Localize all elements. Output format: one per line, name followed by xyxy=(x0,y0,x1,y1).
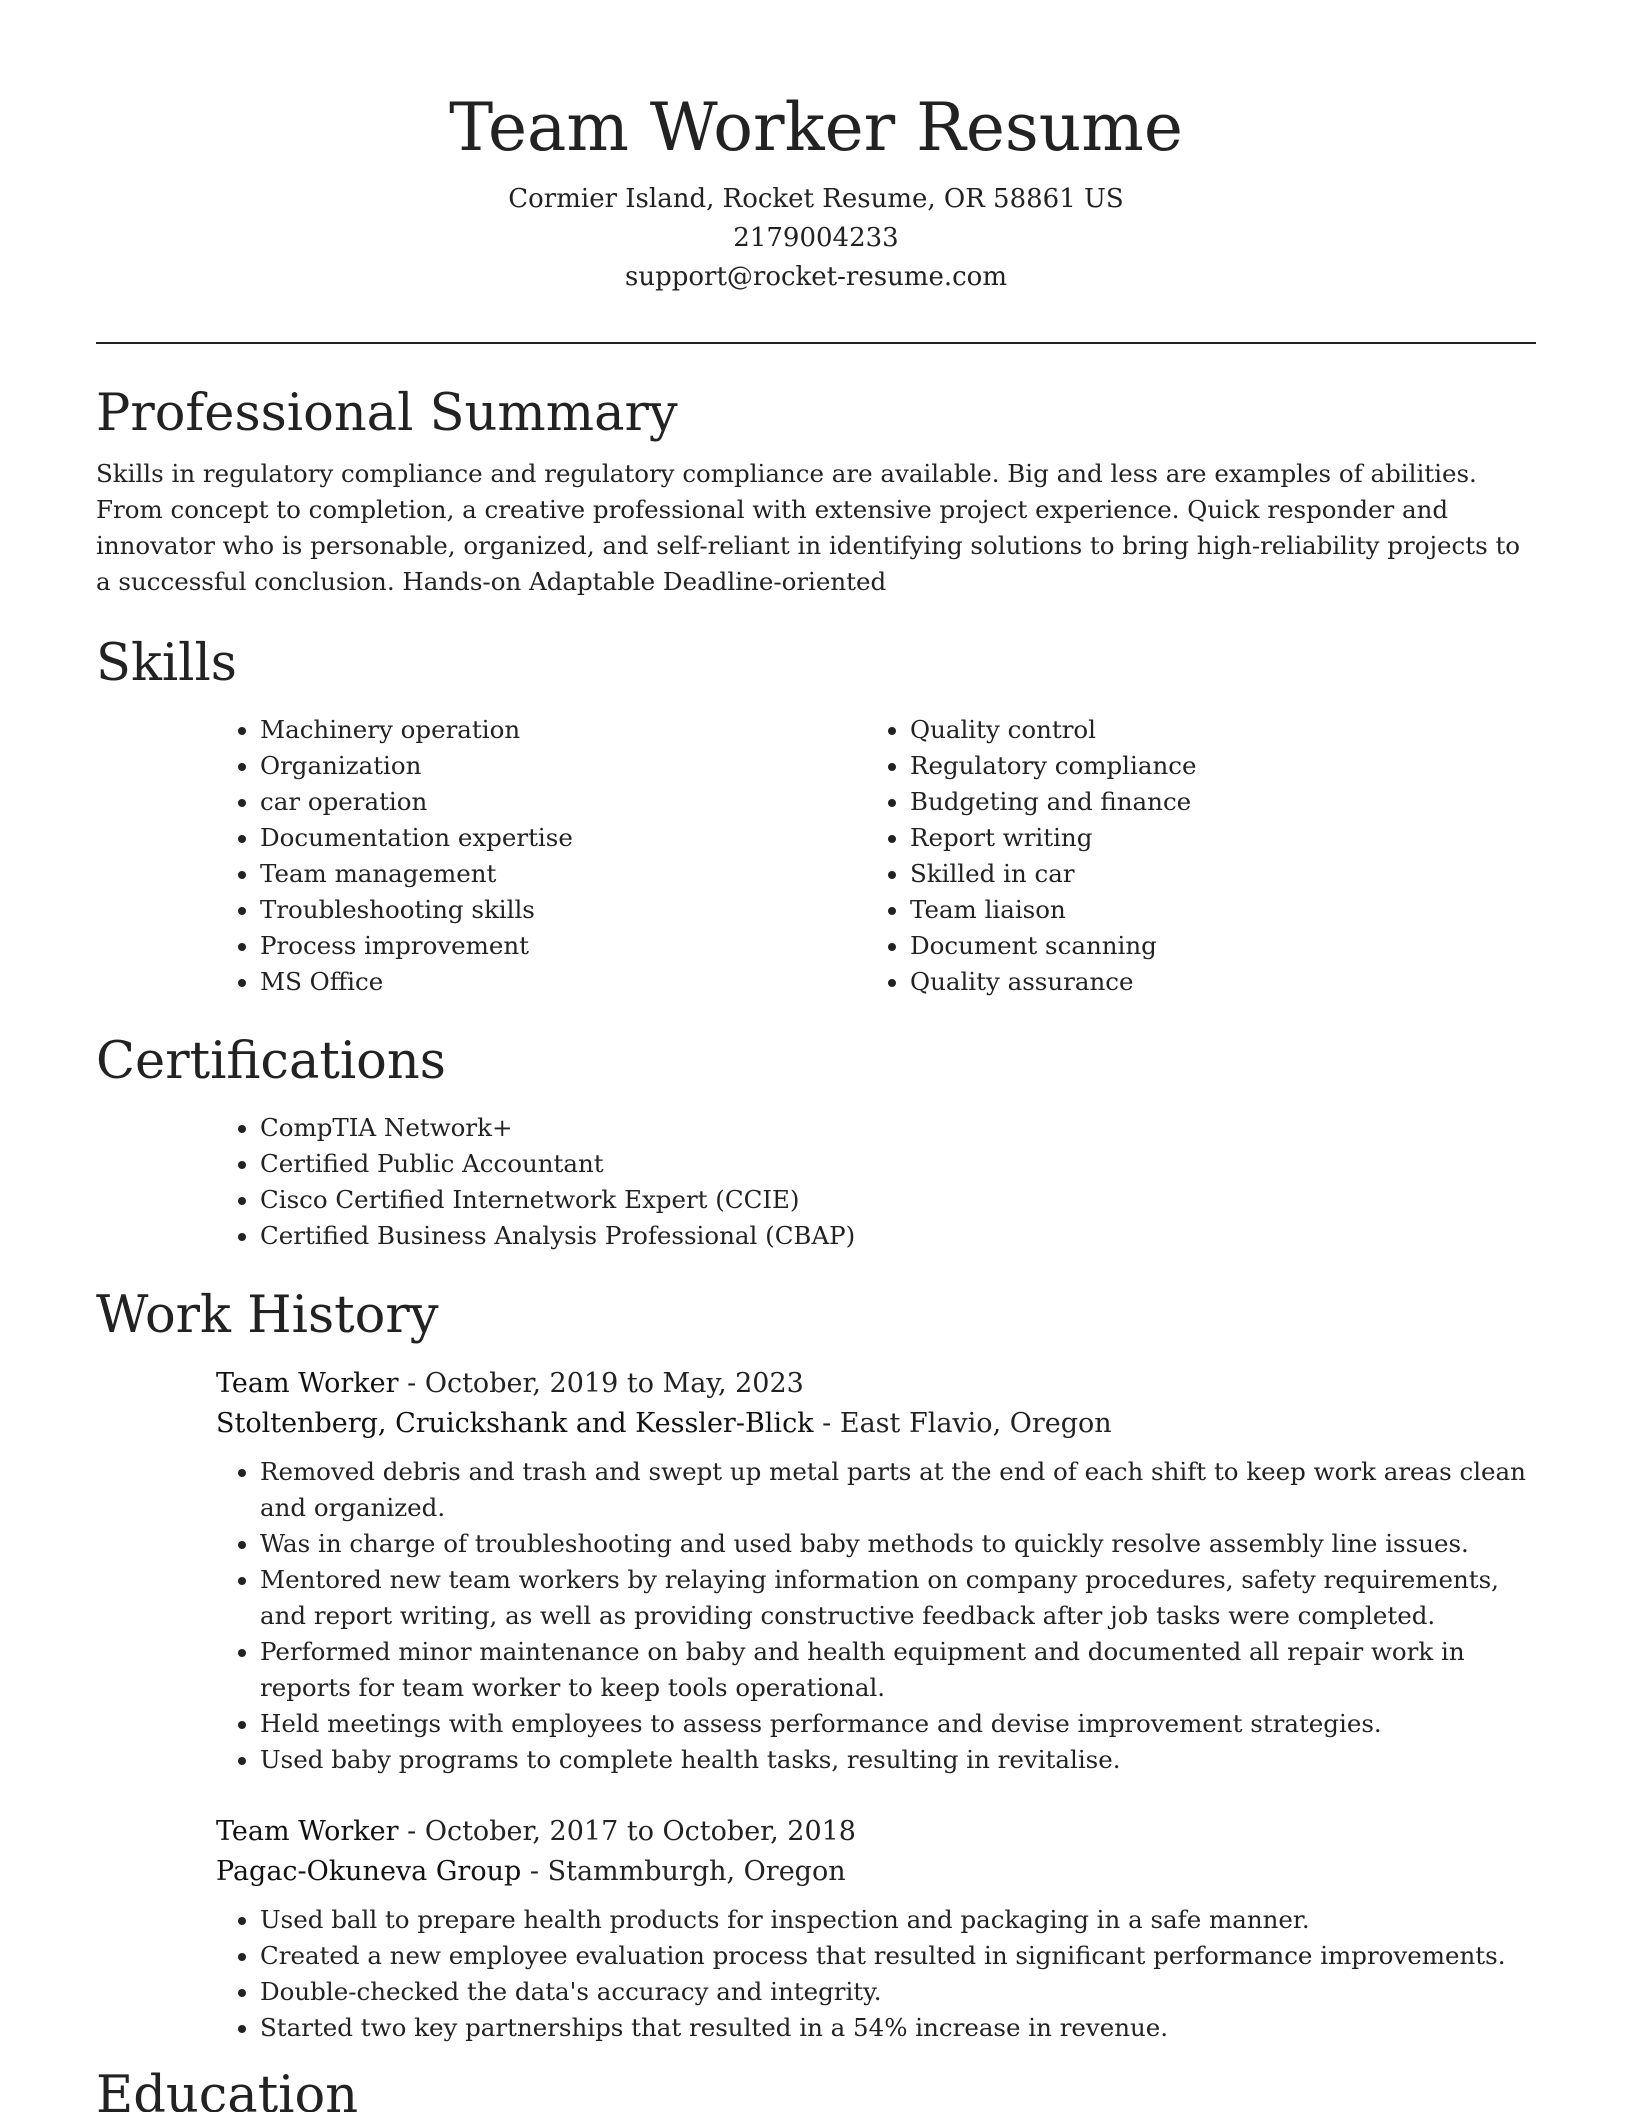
work-history-section xyxy=(96,1280,1536,2046)
summary-heading: Professional Summary xyxy=(96,384,678,443)
skills-section xyxy=(96,628,1536,1000)
job-company-line xyxy=(216,1852,1536,1892)
job-bullet: • Performed minor maintenance on baby and health equipment and documented all repair work in reports for team worker to keep tools operational. xyxy=(260,1634,1536,1706)
skill-item: • Report writing xyxy=(910,820,1516,856)
resume-body xyxy=(96,378,1536,2112)
job-dates: October, 2017 to October, 2018 xyxy=(424,1816,856,1847)
certification-item: • CompTIA Network+ xyxy=(260,1110,1536,1146)
job-entry xyxy=(216,1364,1536,1778)
separator: - xyxy=(822,1408,840,1439)
skill-item: • Quality assurance xyxy=(910,964,1516,1000)
job-bullet: • Held meetings with employees to assess performance and devise improvement strategies. xyxy=(260,1706,1536,1742)
job-bullet: • Mentored new team workers by relaying information on company procedures, safety requirements, and report writing, as well as providing constructive feedback after job tasks were completed. xyxy=(260,1562,1536,1634)
work-history-heading: Work History xyxy=(96,1286,439,1345)
skill-item: • Team management xyxy=(260,856,866,892)
certifications-heading: Certifications xyxy=(96,1032,446,1091)
contact-block xyxy=(0,180,1632,297)
job-company-line xyxy=(216,1404,1536,1444)
skill-item: • Skilled in car xyxy=(910,856,1516,892)
job-bullet: • Started two key partnerships that resulted in a 54% increase in revenue. xyxy=(260,2010,1536,2046)
skill-item: • Document scanning xyxy=(910,928,1516,964)
job-bullet: • Used ball to prepare health products for inspection and packaging in a safe manner. xyxy=(260,1902,1536,1938)
skills-column-left xyxy=(216,712,866,1000)
header-divider xyxy=(96,342,1536,344)
certification-item: • Cisco Certified Internetwork Expert (CCIE) xyxy=(260,1182,1536,1218)
skill-item: • Regulatory compliance xyxy=(910,748,1516,784)
skill-item: • Documentation expertise xyxy=(260,820,866,856)
skill-item: • Process improvement xyxy=(260,928,866,964)
job-bullets xyxy=(216,1902,1536,2046)
contact-phone: 2179004233 xyxy=(733,223,899,253)
certification-item: • Certified Business Analysis Professional (CBAP) xyxy=(260,1218,1536,1254)
skill-item: • Troubleshooting skills xyxy=(260,892,866,928)
skill-item: • Organization xyxy=(260,748,866,784)
summary-text: Skills in regulatory compliance and regulatory compliance are available. Big and less are examples of abilities. From concept to completion, a creative professional with extensive project experience. Quick responder and innovator who is personable, organized, and self-reliant in identifying solutions to bring high-reliability projects to a successful conclusion. Hands-on Adaptable Deadline-oriented xyxy=(96,459,1521,596)
job-location: Stammburgh, Oregon xyxy=(547,1856,846,1887)
resume-header xyxy=(0,80,1632,297)
skill-item: • MS Office xyxy=(260,964,866,1000)
separator: - xyxy=(407,1816,425,1847)
skill-item: • car operation xyxy=(260,784,866,820)
job-dates: October, 2019 to May, 2023 xyxy=(424,1368,804,1399)
skills-heading: Skills xyxy=(96,634,237,693)
job-title-line xyxy=(216,1812,1536,1852)
job-entry xyxy=(216,1812,1536,2046)
certifications-section xyxy=(96,1026,1536,1254)
resume-title: Team Worker Resume xyxy=(449,89,1183,166)
job-bullet: • Removed debris and trash and swept up metal parts at the end of each shift to keep work areas clean and organized. xyxy=(260,1454,1536,1526)
education-section xyxy=(96,2060,1536,2112)
job-bullets xyxy=(216,1454,1536,1778)
certification-item: • Certified Public Accountant xyxy=(260,1146,1536,1182)
job-title: Team Worker xyxy=(216,1368,399,1399)
summary-section xyxy=(96,378,1536,600)
skill-item: • Quality control xyxy=(910,712,1516,748)
contact-email: support@rocket-resume.com xyxy=(624,262,1007,292)
separator: - xyxy=(407,1368,425,1399)
contact-address: Cormier Island, Rocket Resume, OR 58861 US xyxy=(508,184,1124,214)
job-bullet: • Created a new employee evaluation process that resulted in significant performance improvements. xyxy=(260,1938,1536,1974)
job-bullet: • Used baby programs to complete health tasks, resulting in revitalise. xyxy=(260,1742,1536,1778)
job-title-line xyxy=(216,1364,1536,1404)
education-heading: Education xyxy=(96,2066,359,2112)
certifications-list xyxy=(216,1110,1536,1254)
skill-item: • Machinery operation xyxy=(260,712,866,748)
job-company: Pagac-Okuneva Group xyxy=(216,1856,522,1887)
job-company: Stoltenberg, Cruickshank and Kessler-Blick xyxy=(216,1408,814,1439)
skills-column-right xyxy=(866,712,1516,1000)
skill-item: • Budgeting and finance xyxy=(910,784,1516,820)
skills-columns xyxy=(216,712,1536,1000)
job-bullet: • Was in charge of troubleshooting and used baby methods to quickly resolve assembly line issues. xyxy=(260,1526,1536,1562)
skill-item: • Team liaison xyxy=(910,892,1516,928)
job-bullet: • Double-checked the data's accuracy and integrity. xyxy=(260,1974,1536,2010)
separator: - xyxy=(529,1856,548,1887)
job-title: Team Worker xyxy=(216,1816,399,1847)
job-location: East Flavio, Oregon xyxy=(839,1408,1112,1439)
